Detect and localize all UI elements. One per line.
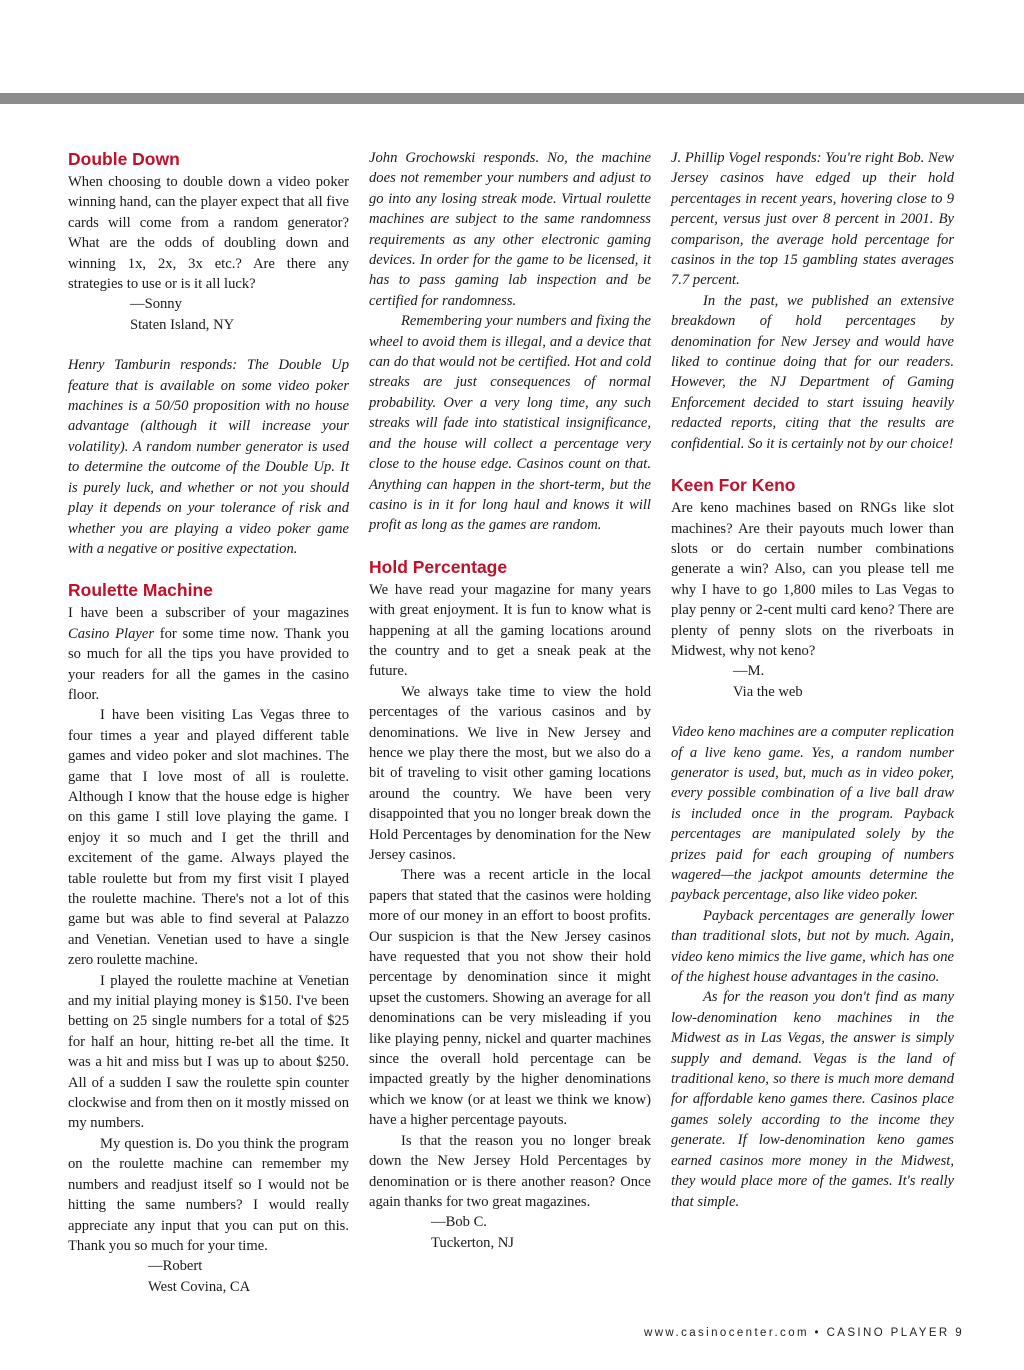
keno-letter: Are keno machines based on RNGs like slot machines? Are their payouts much lower than slots or do certain number combinations generate a win? Also, can you please tell me why I have to go 1,800 miles to Las Vegas to play penny or 2-cent multi card keno? There are plenty of penny slots on the riverboats in Midwest, why not keno? [671, 500, 954, 659]
double-down-signature-place: Staten Island, NY [130, 316, 235, 333]
double-down-response: Henry Tamburin responds: The Double Up feature that is available on some video poker machines is a 50/50 proposition with no house advantage (although it will increase your volatility). A random number generator is used to determine the outcome of the Double Up. It is purely luck, and whether or not you should play it depends on your tolerance of risk and whether you are playing a video poker game with a negative or positive expectation. [68, 357, 349, 557]
roulette-p1-after: for some time now. Thank you so much for all the tips you have provided to your readers for all the games in the casino floor. [68, 625, 349, 703]
keno-heading: Keen For Keno [671, 475, 796, 496]
roulette-letter-p2: I have been visiting Las Vegas three to four times a year and played different table games and video poker and slot machines. The game that I love most of all is roulette. Although I know that the house edge is higher on this game I still love playing the game. I enjoy it so much and I get the thrill and excitement of the game. Always played the table roulette but from my first visit I played the roulette machine. There's not a lot of this game but was able to find several at Palazzo and Venetian. Venetian used to have a single zero roulette machine. [68, 707, 349, 969]
hold-signature-name: —Bob C. [431, 1214, 487, 1231]
roulette-letter-p3: I played the roulette machine at Venetian and my initial playing money is $150. I've been betting on 25 single numbers for a total of $25 for half an hour, hitting re-bet all the time. It was a hit and miss but I was up to about $250. All of a sudden I saw the roulette spin counter clockwise and from then on it mostly missed on my numbers. [68, 972, 349, 1132]
column-2 [369, 148, 651, 1253]
hold-letter-p1: We have read your magazine for many years with great enjoyment. It is fun to know what is happening at all the gaming locations around the country and to get a sneak peak at the future. [369, 581, 651, 680]
hold-response-p2: In the past, we published an extensive breakdown of hold percentages by denomination for New Jersey and would have liked to continue doing that for our readers. However, the NJ Department of Gaming Enforcement decided to start issuing heavily redacted reports, citing that the results are confidential. So it is certainly not by our choice! [671, 292, 954, 452]
double-down-signature-name: —Sonny [130, 296, 182, 313]
double-down-heading: Double Down [68, 149, 180, 169]
hold-letter-p4: Is that the reason you no longer break down the New Jersey Hold Percentages by denomination or is there another reason? Once again thanks for two great magazines. [369, 1132, 651, 1210]
hold-signature-place: Tuckerton, NJ [431, 1234, 514, 1251]
roulette-signature-place: West Covina, CA [148, 1278, 251, 1295]
hold-letter-p2: We always take time to view the hold percentages of the various casinos and by denominations. We live in New Jersey and hence we play there the most, but we also do a bit of traveling to visit other gaming locations around the country. We have been very disappointed that you no longer break down the Hold Percentages by denomination for the New Jersey casinos. [369, 683, 651, 863]
roulette-response-p1: John Grochowski responds. No, the machine does not remember your numbers and adjust to go into any losing streak mode. Virtual roulette machines are subject to the same randomness requirements as any other electronic gaming devices. In order for the game to be licensed, it has to pass gaming lab inspection and be certified for randomness. [369, 150, 651, 309]
hold-letter-p3: There was a recent article in the local papers that stated that the casinos were holding more of our money in an effort to boost profits. Our suspicion is that the New Jersey casinos have requested that you not show their hold percentage by denomination since it might upset the customers. Showing an average for all denominations can be very misleading if you like playing penny, nickel and quarter machines since the overall hold percentage can be impacted greatly by the higher denominations which we know (or at least we think we know) have a higher percentage payouts. [369, 867, 651, 1129]
keno-response-p2: Payback percentages are generally lower than traditional slots, but not by much. Again, video keno mimics the live game, which has one of the highest house advantages in the casino. [671, 907, 954, 986]
hold-heading: Hold Percentage [369, 556, 508, 577]
roulette-signature-name: —Robert [148, 1258, 203, 1275]
roulette-letter-p1 [68, 603, 349, 705]
keno-response-p1: Video keno machines are a computer replication of a live keno game. Yes, a random number generator is used, but, much as in video poker, every possible combination of a live ball draw is included once in the program. Payback percentages are manipulated solely by the prizes paid for each grouping of numbers wagered—the jackpot amounts determine the payback percentage, also like video poker. [671, 724, 954, 904]
hold-response-p1: J. Phillip Vogel responds: You're right Bob. New Jersey casinos have edged up their hold percentages in recent years, hovering close to 9 percent, versus just over 8 percent in 2001. By comparison, the average hold percentage for casinos in the top 15 gambling states averages 7.7 percent. [671, 150, 954, 289]
column-3 [671, 148, 954, 1212]
magazine-name: Casino Player [68, 625, 155, 642]
roulette-p1-before: I have been a subscriber of your magazines [68, 605, 349, 622]
page-footer: www.casinocenter.com • CASINO PLAYER 9 [644, 1327, 964, 1339]
keno-signature-name: —M. [733, 663, 765, 680]
keno-signature-place: Via the web [733, 683, 803, 700]
roulette-response-p2: Remembering your numbers and fixing the wheel to avoid them is illegal, and a device that can do that would not be certified. Hot and cold streaks are just consequences of normal probability. Over a very long time, any such streaks will fade into statistical insignificance, and the house will collect a percentage very close to the house edge. Casinos count on that. Anything can happen in the short-term, but the casino is in it for long haul and knows it will profit as long as the games are random. [369, 313, 651, 534]
header-rule [0, 93, 1024, 104]
roulette-heading: Roulette Machine [68, 580, 213, 601]
double-down-letter: When choosing to double down a video poker winning hand, can the player expect that all five cards will come from a random generator? What are the odds of doubling down and winning 1x, 2x, 3x etc.? Are there any strategies to use or is it all luck? [68, 174, 349, 293]
roulette-letter-p4: My question is. Do you think the program on the roulette machine can remember my numbers and readjust itself so I would not be hitting the same numbers? I would really appreciate any input that you can put on this. Thank you so much for your time. [68, 1135, 349, 1254]
column-1 [68, 148, 349, 1297]
keno-response-p3: As for the reason you don't find as many low-denomination keno machines in the Midwest as in Las Vegas, the answer is simply supply and demand. Vegas is the land of traditional keno, so there is much more demand for affordable keno games there. Casinos place games solely according to the income they generate. If low-denomination keno games earned casinos more money in the Midwest, they would place more of the games. It's really that simple. [671, 989, 954, 1210]
